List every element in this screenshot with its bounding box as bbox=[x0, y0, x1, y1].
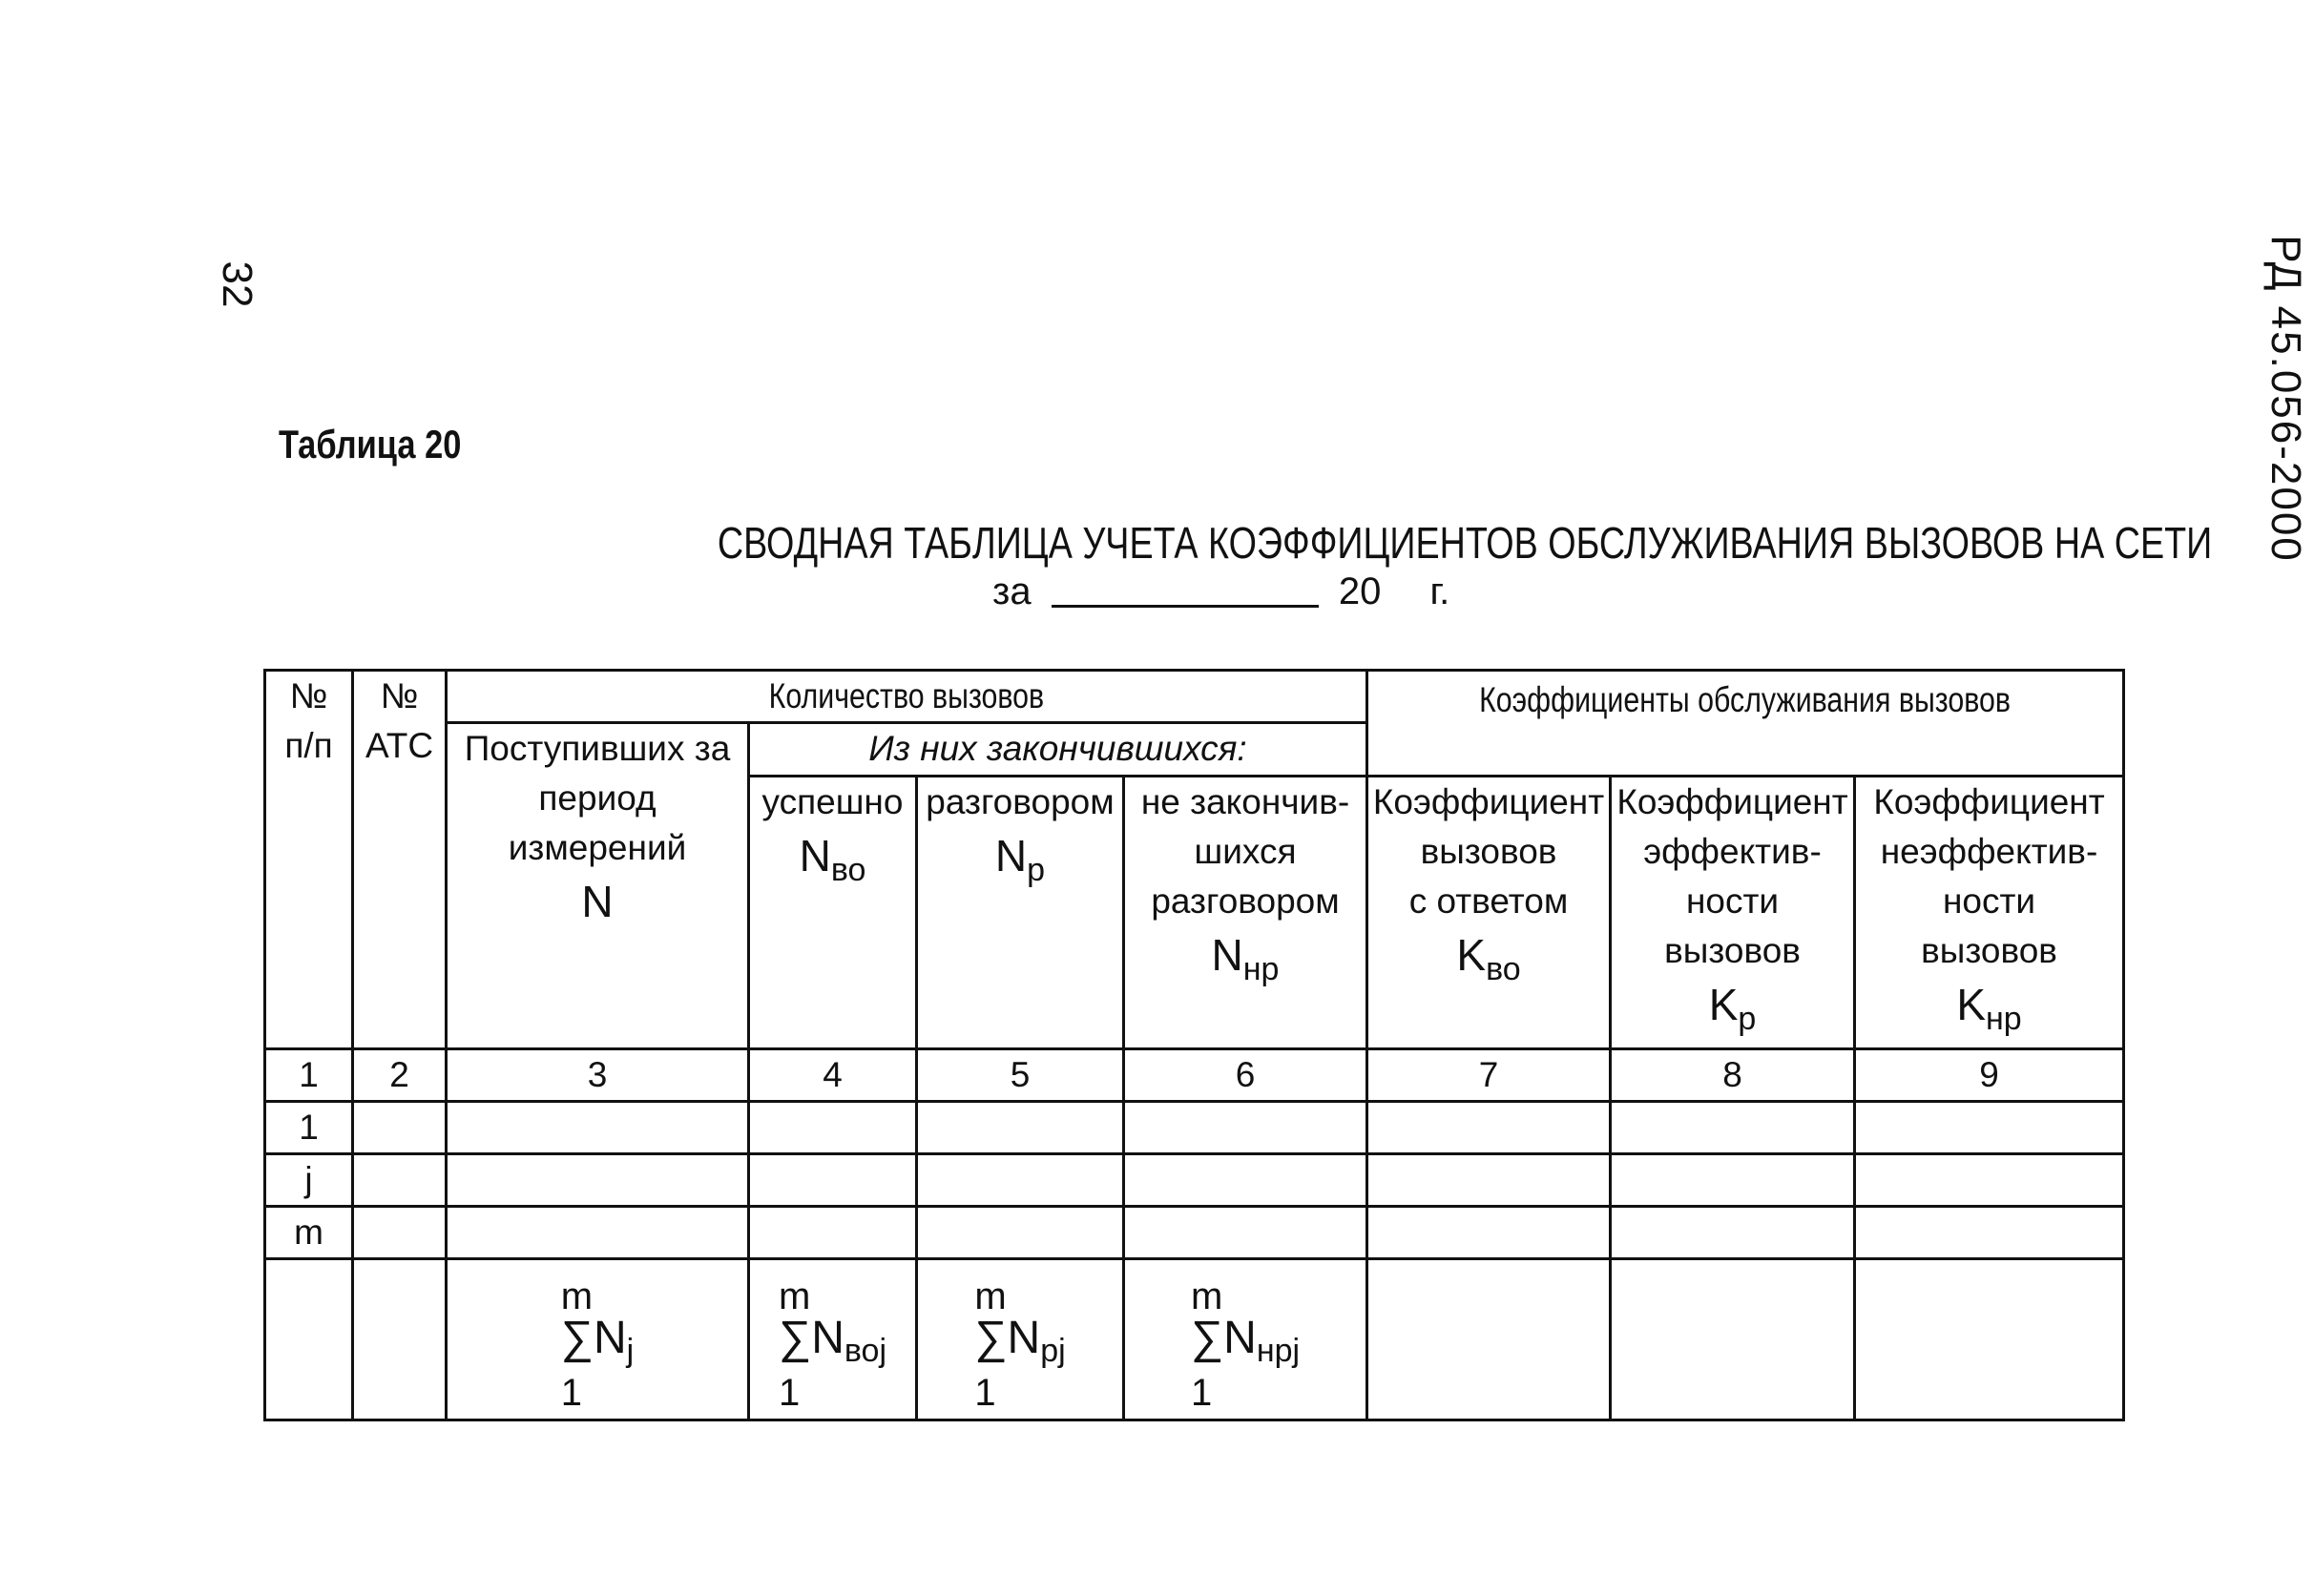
sum-upper-limit: m bbox=[560, 1275, 594, 1318]
header-k-efficiency-symbol bbox=[1612, 976, 1853, 1047]
sum-symbol: N bbox=[593, 1313, 627, 1364]
row-label: j bbox=[265, 1154, 353, 1207]
header-successful-symbol bbox=[750, 827, 915, 899]
sum-sigma-icon: ∑ bbox=[1190, 1313, 1224, 1364]
table-cell bbox=[265, 1259, 353, 1420]
column-number-2: 2 bbox=[353, 1049, 447, 1102]
sum-subscript: нрj bbox=[1256, 1333, 1301, 1370]
header-successful-text: успешно bbox=[761, 782, 904, 821]
sum-upper-limit: m bbox=[778, 1275, 811, 1318]
sum-sigma-icon: ∑ bbox=[560, 1313, 594, 1364]
header-calls-count bbox=[447, 671, 1367, 723]
header-k-efficiency-symbol-sub: р bbox=[1738, 1001, 1757, 1038]
sum-sigma-icon: ∑ bbox=[974, 1313, 1008, 1364]
sum-symbol: N bbox=[811, 1313, 844, 1364]
table-cell bbox=[447, 1154, 749, 1207]
sum-upper-limit: m bbox=[1190, 1275, 1223, 1318]
header-successful bbox=[749, 777, 917, 1049]
header-k-inefficiency-symbol bbox=[1856, 976, 2122, 1047]
table-row bbox=[265, 1102, 2124, 1154]
header-conversation-symbol-letter: N bbox=[994, 831, 1028, 881]
header-k-inefficiency-symbol-letter: K bbox=[1956, 980, 1987, 1029]
table-cell bbox=[1611, 1207, 1855, 1259]
sum-cell-n bbox=[447, 1259, 749, 1420]
sum-lower-limit: 1 bbox=[1190, 1372, 1213, 1415]
table-label bbox=[279, 418, 501, 471]
period-suffix: г. bbox=[1429, 570, 1450, 612]
header-k-inefficiency-symbol-sub: нр bbox=[1986, 1001, 2022, 1038]
sum-lower-limit: 1 bbox=[778, 1372, 801, 1415]
header-conversation-text: разговором bbox=[926, 782, 1115, 821]
header-k-answer-text: Коэффициент вызовов с ответом bbox=[1372, 782, 1605, 921]
sum-subscript: j bbox=[626, 1333, 635, 1370]
header-k-efficiency-symbol-letter: K bbox=[1708, 980, 1739, 1029]
header-k-efficiency-text: Коэффициент эффектив- ности вызовов bbox=[1616, 782, 1848, 970]
header-not-ended bbox=[1124, 777, 1367, 1049]
table-cell bbox=[749, 1207, 917, 1259]
header-k-answer-symbol-letter: K bbox=[1456, 930, 1487, 980]
table-cell bbox=[1855, 1207, 2124, 1259]
header-successful-symbol-letter: N bbox=[799, 831, 831, 881]
header-conversation-symbol bbox=[918, 827, 1122, 899]
sum-sigma-icon: ∑ bbox=[778, 1313, 812, 1364]
sum-row bbox=[265, 1259, 2124, 1420]
table-cell bbox=[749, 1154, 917, 1207]
header-received bbox=[447, 723, 749, 1049]
column-number-9: 9 bbox=[1855, 1049, 2124, 1102]
header-coefficients bbox=[1367, 671, 2124, 777]
table-cell bbox=[1611, 1102, 1855, 1154]
column-number-3: 3 bbox=[447, 1049, 749, 1102]
sum-cell-nnr bbox=[1124, 1259, 1367, 1420]
table-row bbox=[265, 1154, 2124, 1207]
table-cell bbox=[917, 1154, 1124, 1207]
table-cell bbox=[1855, 1259, 2124, 1420]
sum-cell-nvo bbox=[749, 1259, 917, 1420]
header-conversation bbox=[917, 777, 1124, 1049]
header-of-them-ended-text: Из них закончившихся: bbox=[868, 729, 1247, 768]
table-cell bbox=[1855, 1102, 2124, 1154]
column-number-8: 8 bbox=[1611, 1049, 1855, 1102]
table-cell bbox=[447, 1102, 749, 1154]
table-cell bbox=[1367, 1154, 1611, 1207]
sum-formula-nnr bbox=[1191, 1275, 1300, 1414]
header-not-ended-symbol-sub: нр bbox=[1242, 951, 1280, 988]
column-number-1: 1 bbox=[265, 1049, 353, 1102]
table-cell bbox=[1124, 1154, 1367, 1207]
header-coefficients-text: Коэффициенты обслуживания вызовов bbox=[1479, 680, 2012, 719]
sum-upper-limit: m bbox=[974, 1275, 1007, 1318]
sum-lower-limit: 1 bbox=[560, 1372, 583, 1415]
header-k-answer bbox=[1367, 777, 1611, 1049]
header-not-ended-symbol-letter: N bbox=[1211, 930, 1243, 980]
header-received-symbol: N bbox=[581, 877, 614, 926]
period-blank-field bbox=[1052, 567, 1319, 608]
main-title-text: СВОДНАЯ ТАБЛИЦА УЧЕТА КОЭФФИЦИЕНТОВ ОБСЛУЖИВАНИЯ ВЫЗОВОВ НА СЕТИ bbox=[717, 518, 2213, 568]
table-cell bbox=[1855, 1154, 2124, 1207]
period-line bbox=[992, 563, 1565, 620]
row-label: m bbox=[265, 1207, 353, 1259]
table-cell bbox=[1611, 1154, 1855, 1207]
column-number-5: 5 bbox=[917, 1049, 1124, 1102]
header-of-them-ended bbox=[749, 723, 1367, 777]
header-successful-symbol-sub: во bbox=[830, 852, 866, 889]
page-number: 32 bbox=[214, 260, 261, 308]
sum-subscript: рj bbox=[1040, 1333, 1066, 1370]
table-cell bbox=[1367, 1259, 1611, 1420]
sum-formula-np bbox=[974, 1275, 1065, 1414]
sum-symbol: N bbox=[1007, 1313, 1041, 1364]
sum-cell-np bbox=[917, 1259, 1124, 1420]
table-cell bbox=[917, 1102, 1124, 1154]
row-label: 1 bbox=[265, 1102, 353, 1154]
table-row bbox=[265, 1207, 2124, 1259]
header-num-ats: № АТС bbox=[353, 671, 447, 1049]
table-cell bbox=[353, 1102, 447, 1154]
table-cell bbox=[917, 1207, 1124, 1259]
sum-symbol: N bbox=[1223, 1313, 1257, 1364]
header-k-answer-symbol bbox=[1368, 926, 1609, 998]
sum-formula-n bbox=[561, 1275, 634, 1414]
table-cell bbox=[1367, 1207, 1611, 1259]
header-not-ended-text: не закончив- шихся разговором bbox=[1140, 782, 1350, 921]
header-k-inefficiency bbox=[1855, 777, 2124, 1049]
table-cell bbox=[1367, 1102, 1611, 1154]
sum-subscript: воj bbox=[844, 1333, 887, 1370]
header-k-inefficiency-text: Коэффициент неэффектив- ности вызовов bbox=[1873, 782, 2105, 970]
sum-lower-limit: 1 bbox=[974, 1372, 996, 1415]
header-received-text: Поступивших за период измерений bbox=[464, 729, 731, 867]
table-cell bbox=[353, 1259, 447, 1420]
table-cell bbox=[1124, 1207, 1367, 1259]
column-number-4: 4 bbox=[749, 1049, 917, 1102]
table-cell bbox=[353, 1154, 447, 1207]
column-number-6: 6 bbox=[1124, 1049, 1367, 1102]
table-cell bbox=[447, 1207, 749, 1259]
header-k-efficiency bbox=[1611, 777, 1855, 1049]
summary-table bbox=[263, 669, 2125, 1421]
table-cell bbox=[749, 1102, 917, 1154]
header-num-pp: № п/п bbox=[265, 671, 353, 1049]
header-k-answer-symbol-sub: во bbox=[1486, 951, 1521, 988]
period-year: 20 bbox=[1338, 570, 1382, 612]
sum-formula-nvo bbox=[779, 1275, 886, 1414]
header-calls-count-text: Количество вызовов bbox=[768, 676, 1045, 715]
header-conversation-symbol-sub: р bbox=[1027, 852, 1046, 889]
header-not-ended-symbol bbox=[1125, 926, 1365, 998]
period-prefix: за bbox=[992, 570, 1032, 612]
column-number-7: 7 bbox=[1367, 1049, 1611, 1102]
table-cell bbox=[1611, 1259, 1855, 1420]
document-code: РД 45.056-2000 bbox=[2262, 235, 2309, 563]
table-label-text: Таблица 20 bbox=[279, 422, 462, 466]
table-cell bbox=[353, 1207, 447, 1259]
table-cell bbox=[1124, 1102, 1367, 1154]
